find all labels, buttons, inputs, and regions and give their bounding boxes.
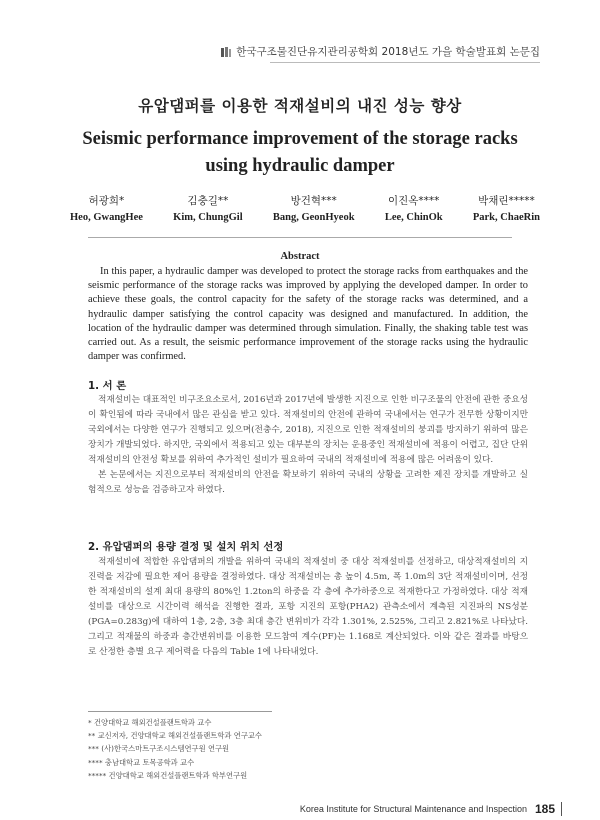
paragraph: 본 논문에서는 지진으로부터 적재설비의 안전을 확보하기 위하여 국내의 상황을 고려한 제진 장치를 개발하고 실험적으로 성능을 검증하고자 하였다.	[88, 470, 528, 495]
author-name-english: Park, ChaeRin	[472, 212, 540, 223]
author-list	[70, 193, 540, 223]
section-body	[88, 393, 528, 498]
footnote: *** (사)한국스마트구조시스템연구원 연구원	[88, 744, 230, 754]
author-name-english: Heo, GwangHee	[70, 212, 143, 223]
author-name-korean: 이진옥****	[387, 195, 440, 207]
paragraph: 적재설비에 적합한 유압댐퍼의 개발을 위하여 국내의 적재설비 중 대상 적재설비를 선정하고, 대상적재설비의 지진력을 저감에 필요한 제어 용량을 결정하였다. 대상 적재설비는 총 높이 4.5m, 폭 1.0m의 3단 적재설비이며, 선정한 적재설비의 설계 최대 용량의 80%인 1.2ton의 하중을 각 층에 추가하중으로 적재한다고 가정하였다. 대상 적재설비를 대상으로 시간이력 해석을 진행한 결과, 포항 지진의 포항(PHA2) 관측소에서 계측된 지진파의 NS성분(PGA=0.283g)에 대하여 1층, 2층, 3층 최대 층간 변위비가 각각 1.301%, 2.525%, 그리고 2.821%로 나타났다. 그리고 적재물의 하중과 층간변위비를 이용한 모드참여 계수(PF)는 1.168로 계산되었다. 이와 같은 결과를 바탕으로 산정한 층별 요구 제어력을 다음의 Table 1에 나타내었다.	[88, 557, 528, 657]
section-heading: 2. 유압댐퍼의 용량 결정 및 설치 위치 선정	[88, 541, 284, 553]
footnote: * 건양대학교 해외건설플랜트학과 교수	[88, 718, 212, 727]
author-name-korean: 허광희*	[88, 195, 125, 207]
author-name-korean: 방건혁***	[290, 195, 337, 207]
author	[385, 193, 443, 223]
title-korean: 유압댐퍼를 이용한 적재설비의 내진 성능 향상	[138, 97, 462, 115]
author-name-english: Lee, ChinOk	[384, 212, 443, 223]
footnote: **** 충남대학교 토목공학과 교수	[88, 757, 195, 767]
footnotes	[88, 716, 262, 782]
author-name-english: Kim, ChungGil	[173, 212, 243, 223]
journal-logo-icon	[220, 46, 232, 58]
footnote: ***** 건양대학교 해외건설플랜트학과 학부연구원	[88, 770, 248, 780]
section-heading: 1. 서 론	[88, 380, 127, 392]
page-footer	[300, 802, 562, 816]
footnote-divider	[88, 711, 272, 712]
author-name-korean: 김충길**	[187, 195, 229, 207]
author	[173, 193, 242, 223]
running-header	[220, 44, 540, 59]
section-body	[88, 555, 528, 660]
author-divider	[88, 237, 512, 238]
author-name-korean: 박채린*****	[478, 195, 535, 207]
journal-name: 한국구조물진단유지관리공학회 2018년도 가을 학술발표회 논문집	[236, 46, 540, 58]
footer-organization: Korea Institute for Structural Maintenance and Inspection	[299, 804, 527, 814]
page-number: 185	[535, 802, 562, 816]
abstract-heading: Abstract	[280, 251, 320, 262]
paragraph: 적재설비는 대표적인 비구조요소로서, 2016년과 2017년에 발생한 지진으로 인한 비구조물의 안전에 관한 중요성이 확인됨에 따라 국내에서 많은 관심을 받고 있다. 적재설비의 안전에 관하여 국내에서는 연구가 전무한 상황이지만 국외에서는 다양한 연구가 진행되고 있으며(전충수, 2018), 지진으로 인한 적재설비의 붕괴를 방지하기 위하여 많은 장치가 개발되었다. 하지만, 국외에서 적용되고 있는 대부분의 장치는 운용중인 적재설비에 적용이 어렵고, 집단 단위 적재설비의 안전성 확보를 위하여 추가적인 설비가 필요하여 국내의 적재설비에 적용에 많은 어려움이 있다.	[88, 395, 528, 465]
footnote: ** 교신저자, 건양대학교 해외건설플랜트학과 연구교수	[88, 731, 262, 741]
author	[273, 193, 355, 223]
header-divider	[270, 62, 540, 63]
title-english: Seismic performance improvement of the storage racks using hydraulic damper	[82, 129, 518, 176]
author-name-english: Bang, GeonHyeok	[272, 212, 355, 223]
abstract-text: In this paper, a hydraulic damper was developed to protect the storage racks from earthquakes and the seismic performance of the storage racks was improved by applying the developed damper. In order to achieve these goals, the control capacity for the safety of the storage racks was determined, and a hydraulic damper satisfying the control capacity was designed and manufactured. In addition, the location of the hydraulic damper was determined through simulation. Finally, the shaking table test was carried out. As a result, the seismic performance improvement of the storage racks using the hydraulic damper was confirmed.	[88, 266, 528, 363]
author	[70, 193, 143, 223]
author	[473, 193, 540, 223]
